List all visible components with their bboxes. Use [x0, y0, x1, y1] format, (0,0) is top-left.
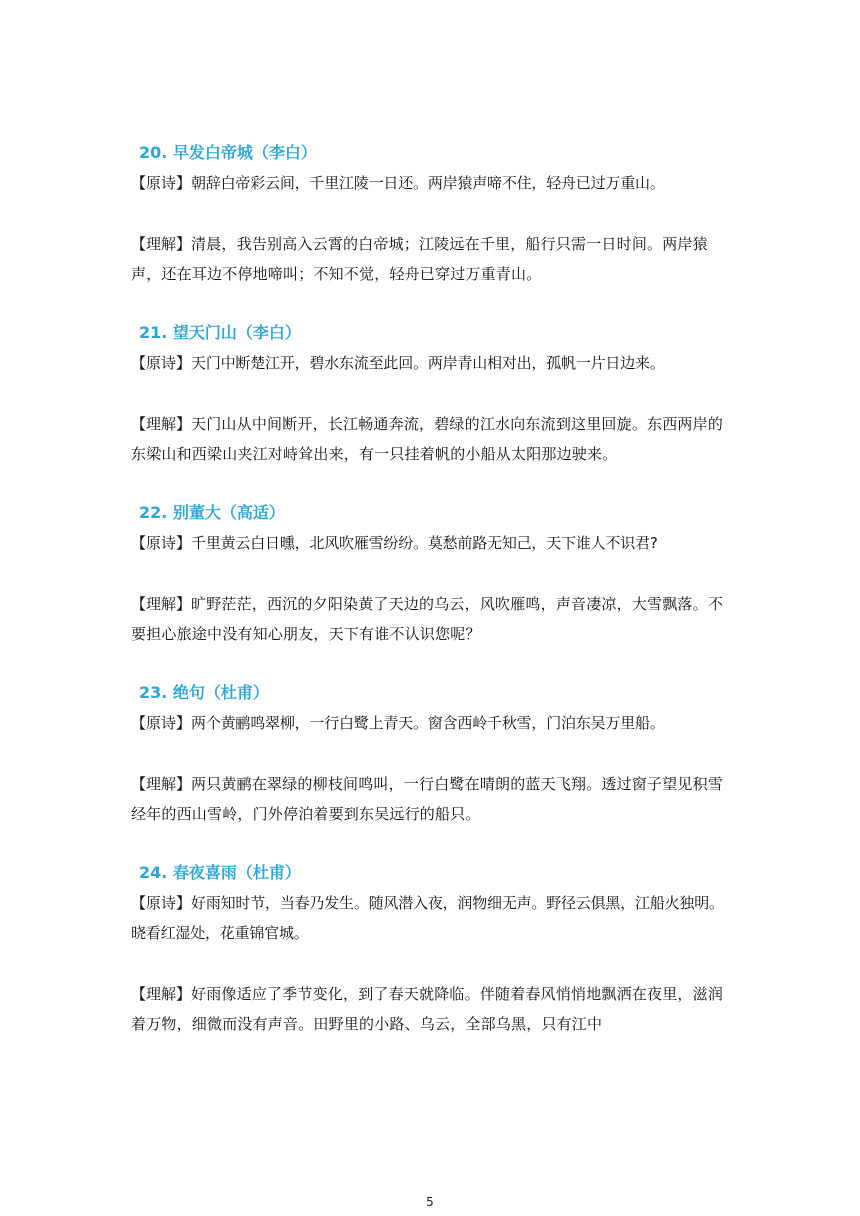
original-text: 两个黄鹂鸣翠柳，一行白鹭上青天。窗含西岭千秋雪，门泊东吴万里船。 — [191, 714, 665, 732]
understanding-label: 【理解】 — [131, 775, 192, 793]
original-poem — [131, 348, 736, 378]
original-poem — [131, 888, 736, 948]
poem-list — [131, 141, 736, 1071]
poem-entry-24 — [131, 861, 736, 1039]
original-text: 千里黄云白日曛，北风吹雁雪纷纷。莫愁前路无知己，天下谁人不识君? — [191, 534, 658, 552]
original-text: 天门中断楚江开，碧水东流至此回。两岸青山相对出，孤帆一片日边来。 — [191, 354, 665, 372]
poem-entry-22 — [131, 501, 736, 649]
understanding-label: 【理解】 — [131, 415, 192, 433]
original-label: 【原诗】 — [131, 714, 192, 732]
poem-title: 23. 绝句（杜甫） — [139, 683, 269, 702]
understanding-text: 好雨像适应了季节变化，到了春天就降临。伴随着春风悄悄地飘洒在夜里，滋润着万物，细微而没有声音。田野里的小路、乌云，全部乌黑，只有江中 — [131, 985, 724, 1033]
poem-entry-23 — [131, 681, 736, 829]
original-poem — [131, 168, 736, 198]
understanding-label: 【理解】 — [131, 985, 192, 1003]
understanding-text: 清晨，我告别高入云霄的白帝城；江陵远在千里，船行只需一日时间。两岸猿声，还在耳边不停地啼叫；不知不觉，轻舟已穿过万重青山。 — [131, 235, 708, 283]
original-text: 好雨知时节，当春乃发生。随风潜入夜，润物细无声。野径云俱黑，江船火独明。晓看红湿处，花重锦官城。 — [131, 894, 724, 942]
understanding-label: 【理解】 — [131, 235, 192, 253]
understanding-text: 两只黄鹂在翠绿的柳枝间鸣叫，一行白鹭在晴朗的蓝天飞翔。透过窗子望见积雪经年的西山雪岭，门外停泊着要到东吴远行的船只。 — [131, 775, 724, 823]
original-poem — [131, 528, 736, 558]
poem-title: 21. 望天门山（李白） — [139, 323, 301, 342]
understanding-text: 旷野茫茫，西沉的夕阳染黄了天边的乌云，风吹雁鸣，声音凄凉，大雪飘落。不要担心旅途中没有知心朋友，天下有谁不认识您呢？ — [131, 595, 724, 643]
original-label: 【原诗】 — [131, 534, 192, 552]
poem-entry-20 — [131, 141, 736, 289]
understanding — [131, 229, 736, 289]
original-label: 【原诗】 — [131, 174, 192, 192]
original-text: 朝辞白帝彩云间，千里江陵一日还。两岸猿声啼不住，轻舟已过万重山。 — [191, 174, 665, 192]
understanding — [131, 979, 736, 1039]
poem-title: 22. 别董大（高适） — [139, 503, 285, 522]
original-poem — [131, 708, 736, 738]
understanding — [131, 589, 736, 649]
original-label: 【原诗】 — [131, 894, 192, 912]
poem-title: 20. 早发白帝城（李白） — [139, 143, 317, 162]
understanding — [131, 769, 736, 829]
poem-title: 24. 春夜喜雨（杜甫） — [139, 863, 301, 882]
poem-entry-21 — [131, 321, 736, 469]
understanding-text: 天门山从中间断开，长江畅通奔流，碧绿的江水向东流到这里回旋。东西两岸的东梁山和西梁山夹江对峙耸出来，有一只挂着帆的小船从太阳那边驶来。 — [131, 415, 724, 463]
page-number: 5 — [426, 1195, 434, 1209]
understanding-label: 【理解】 — [131, 595, 192, 613]
understanding — [131, 409, 736, 469]
original-label: 【原诗】 — [131, 354, 192, 372]
